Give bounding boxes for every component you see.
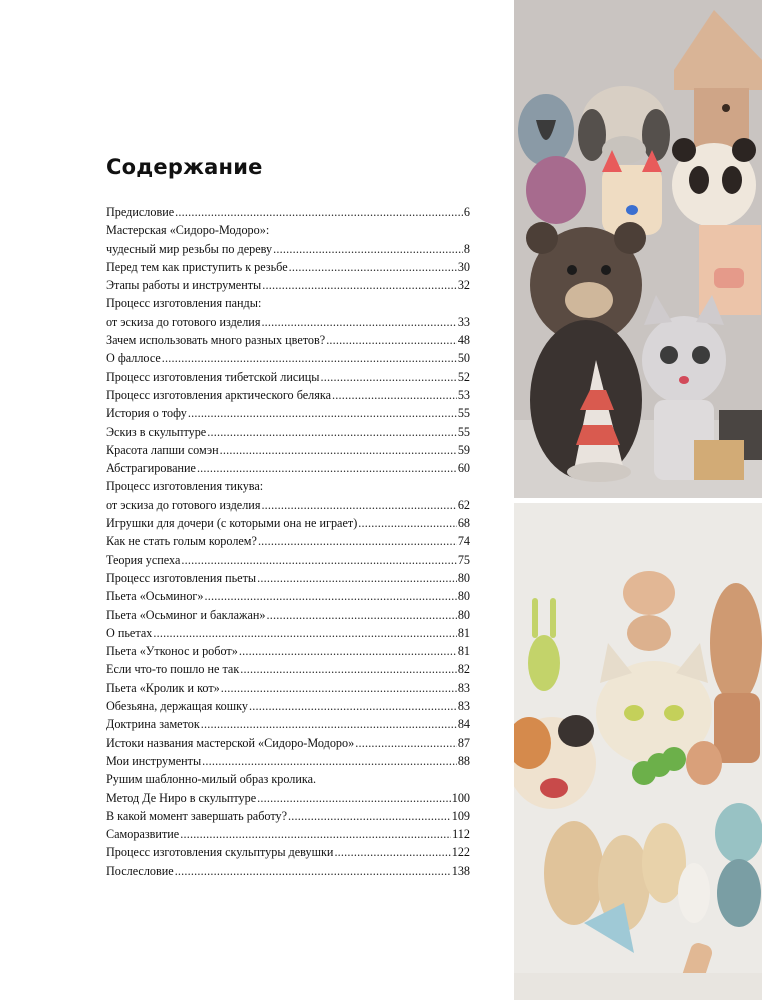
toc-entry-page: 83 <box>457 680 470 695</box>
toc-leader-dots <box>249 697 457 715</box>
toc-entry[interactable] <box>106 258 470 276</box>
toc-entry-page: 87 <box>457 735 470 750</box>
toc-leader-dots <box>153 624 456 642</box>
toc-entry[interactable] <box>106 551 470 569</box>
toc-entry-text: Эскиз в скульптуре <box>106 424 207 439</box>
toc-entry-page: 112 <box>452 827 470 842</box>
toc-entry-page: 80 <box>457 589 470 604</box>
toc-entry-text: Пьета «Осьминог» <box>106 589 204 604</box>
toc-entry-text: О пьетах <box>106 625 153 640</box>
toc-entry-page: 53 <box>457 387 470 402</box>
toc-entry-page: 88 <box>457 753 470 768</box>
toc-entry-text: Игрушки для дочери (с которыми она не играет) <box>106 516 358 531</box>
figurines-illustration-top <box>514 0 762 498</box>
toc-entry[interactable] <box>106 496 470 514</box>
toc-entry-text: Перед тем как приступить к резьбе <box>106 259 288 274</box>
toc-leader-dots <box>257 789 451 807</box>
toc-entry[interactable] <box>106 862 470 880</box>
toc-entry-text: Процесс изготовления тикува: <box>106 479 264 494</box>
figurines-illustration-bottom <box>514 503 762 1000</box>
toc-entry[interactable] <box>106 532 470 550</box>
toc-entry-text: Метод Де Ниро в скульптуре <box>106 790 257 805</box>
toc-entry-text: чудесный мир резьбы по дереву <box>106 241 273 256</box>
toc-entry[interactable] <box>106 770 470 788</box>
toc-entry-page: 52 <box>457 369 470 384</box>
toc-leader-dots <box>220 441 457 459</box>
toc-entry-text: Рушим шаблонно-милый образ кролика. <box>106 772 317 787</box>
toc-entry[interactable] <box>106 386 470 404</box>
toc-entry[interactable] <box>106 715 470 733</box>
toc-entry[interactable] <box>106 752 470 770</box>
toc-entry[interactable] <box>106 240 470 258</box>
toc-entry-page: 109 <box>451 808 470 823</box>
toc-leader-dots <box>267 606 457 624</box>
toc-entry-page: 55 <box>457 424 470 439</box>
toc-entry[interactable] <box>106 624 470 642</box>
toc-entry-page: 138 <box>451 863 470 878</box>
toc-entry[interactable] <box>106 423 470 441</box>
toc-entry[interactable] <box>106 313 470 331</box>
toc-entry[interactable] <box>106 514 470 532</box>
toc-entry-text: Этапы работы и инструменты <box>106 278 262 293</box>
toc-entry-text: Мои инструменты <box>106 753 202 768</box>
toc-entry-text: от эскиза до готового изделия <box>106 497 261 512</box>
toc-leader-dots <box>258 532 457 550</box>
toc-leader-dots <box>289 258 457 276</box>
toc-entry-page: 50 <box>457 351 470 366</box>
toc-leader-dots <box>262 276 457 294</box>
toc-entry[interactable] <box>106 203 470 221</box>
photo-wooden-figurines-bottom <box>514 503 762 1000</box>
toc-entry-page: 62 <box>457 497 470 512</box>
toc-leader-dots <box>175 203 463 221</box>
toc-leader-dots <box>202 752 457 770</box>
toc-leader-dots <box>326 331 457 349</box>
toc-leader-dots <box>239 642 457 660</box>
toc-entry-page: 83 <box>457 699 470 714</box>
toc-leader-dots <box>180 825 451 843</box>
toc-entry[interactable] <box>106 276 470 294</box>
toc-entry-page: 82 <box>457 662 470 677</box>
toc-leader-dots <box>332 386 457 404</box>
toc-entry-page: 30 <box>457 259 470 274</box>
toc-entry-text: Красота лапши сомэн <box>106 442 219 457</box>
toc-entry-text: Пьета «Кролик и кот» <box>106 680 220 695</box>
toc-entry[interactable] <box>106 368 470 386</box>
toc-entry[interactable] <box>106 734 470 752</box>
toc-entry-page: 74 <box>457 534 470 549</box>
toc-entry[interactable] <box>106 441 470 459</box>
toc-entry-page: 81 <box>457 625 470 640</box>
toc-entry-page: 6 <box>463 205 470 219</box>
toc-entry-page: 80 <box>457 570 470 585</box>
toc-leader-dots <box>261 496 456 514</box>
toc-leader-dots <box>181 551 456 569</box>
toc-entry[interactable] <box>106 825 470 843</box>
toc-entry-page: 32 <box>457 278 470 293</box>
toc-entry[interactable] <box>106 349 470 367</box>
toc-entry[interactable] <box>106 789 470 807</box>
toc-entry-text: Зачем использовать много разных цветов? <box>106 333 326 348</box>
toc-entry[interactable] <box>106 221 470 239</box>
toc-entry-text: Обезьяна, держащая кошку <box>106 699 249 714</box>
toc-leader-dots <box>334 843 450 861</box>
toc-entry-page: 59 <box>457 442 470 457</box>
toc-leader-dots <box>257 569 457 587</box>
toc-entry-text: Процесс изготовления пьеты <box>106 570 257 585</box>
photo-wooden-figurines-top <box>514 0 762 498</box>
toc-leader-dots <box>207 423 457 441</box>
toc-leader-dots <box>221 679 457 697</box>
toc-leader-dots <box>321 368 457 386</box>
toc-entry[interactable] <box>106 807 470 825</box>
toc-list <box>106 203 470 880</box>
toc-entry-page: 100 <box>451 790 470 805</box>
toc-entry-text: Пьета «Осьминог и баклажан» <box>106 607 266 622</box>
toc-entry[interactable] <box>106 587 470 605</box>
toc-entry-page: 75 <box>457 552 470 567</box>
toc-entry-text: Процесс изготовления тибетской лисицы <box>106 369 320 384</box>
toc-entry-text: В какой момент завершать работу? <box>106 808 288 823</box>
toc-entry-text: Теория успеха <box>106 552 181 567</box>
toc-entry[interactable] <box>106 404 470 422</box>
toc-entry-page: 68 <box>457 516 470 531</box>
toc-entry-text: О фаллосе <box>106 351 161 366</box>
toc-entry-page: 122 <box>451 845 470 860</box>
toc-entry-text: Процесс изготовления панды: <box>106 296 262 311</box>
toc-entry[interactable] <box>106 660 470 678</box>
toc-entry-text: Процесс изготовления скульптуры девушки <box>106 845 334 860</box>
toc-leader-dots <box>240 660 457 678</box>
toc-leader-dots <box>197 459 457 477</box>
toc-title: Содержание <box>106 155 263 179</box>
toc-entry-page: 80 <box>457 607 470 622</box>
toc-entry-text: Как не стать голым королем? <box>106 534 257 549</box>
toc-leader-dots <box>175 862 451 880</box>
table-of-contents <box>106 155 470 880</box>
toc-entry-text: Если что-то пошло не так <box>106 662 240 677</box>
toc-entry-page: 55 <box>457 406 470 421</box>
toc-entry-text: Послесловие <box>106 863 174 878</box>
toc-entry-text: Мастерская «Сидоро-Модоро»: <box>106 223 270 238</box>
toc-entry[interactable] <box>106 679 470 697</box>
toc-entry-text: Пьета «Утконос и робот» <box>106 644 238 659</box>
toc-entry-text: Доктрина заметок <box>106 717 200 732</box>
toc-entry[interactable] <box>106 569 470 587</box>
toc-entry[interactable] <box>106 477 470 495</box>
toc-entry-page: 8 <box>463 241 470 256</box>
toc-entry-text: от эскиза до готового изделия <box>106 314 261 329</box>
toc-leader-dots <box>261 313 456 331</box>
toc-entry-page: 84 <box>457 717 470 732</box>
toc-leader-dots <box>201 715 457 733</box>
toc-entry-text: Абстрагирование <box>106 461 196 476</box>
toc-entry[interactable] <box>106 294 470 312</box>
toc-leader-dots <box>273 240 463 258</box>
toc-entry-text: Процесс изготовления арктического беляка <box>106 387 331 402</box>
toc-entry[interactable] <box>106 606 470 624</box>
toc-entry[interactable] <box>106 331 470 349</box>
toc-leader-dots <box>205 587 457 605</box>
toc-leader-dots <box>288 807 451 825</box>
toc-entry[interactable] <box>106 642 470 660</box>
toc-entry-text: Предисловие <box>106 205 175 219</box>
toc-leader-dots <box>162 349 457 367</box>
toc-entry-page: 81 <box>457 644 470 659</box>
toc-leader-dots <box>358 514 457 532</box>
toc-entry[interactable] <box>106 843 470 861</box>
toc-entry[interactable] <box>106 697 470 715</box>
toc-entry[interactable] <box>106 459 470 477</box>
toc-entry-text: История о тофу <box>106 406 187 421</box>
toc-entry-page: 48 <box>457 333 470 348</box>
toc-entry-page: 60 <box>457 461 470 476</box>
toc-leader-dots <box>188 404 457 422</box>
toc-entry-text: Истоки названия мастерской «Сидоро-Модоро» <box>106 735 355 750</box>
toc-entry-text: Саморазвитие <box>106 827 180 842</box>
toc-entry-page: 33 <box>457 314 470 329</box>
toc-leader-dots <box>355 734 457 752</box>
